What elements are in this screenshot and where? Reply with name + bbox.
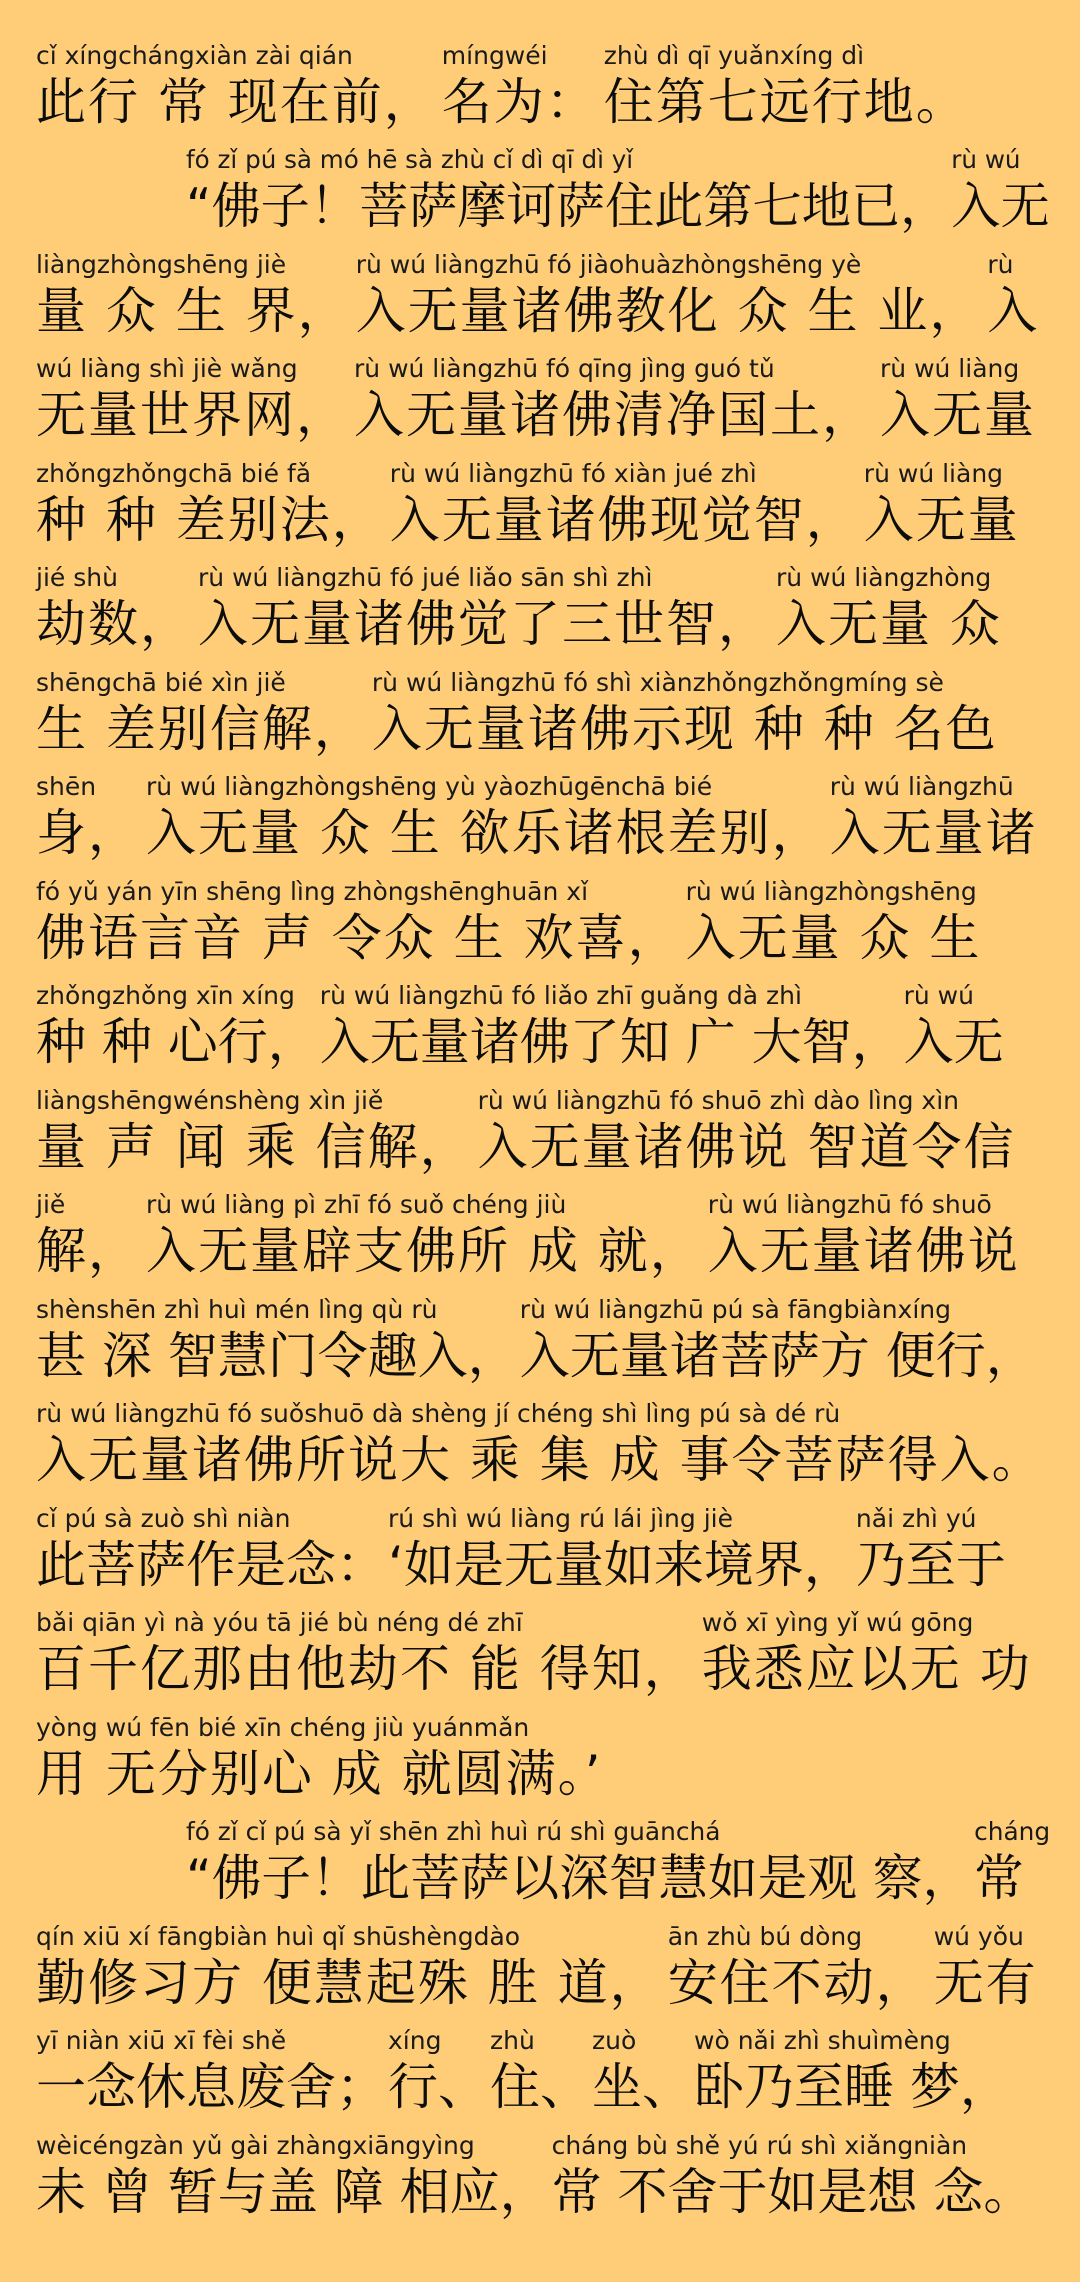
phrase-segment <box>974 1817 1050 1909</box>
pinyin-text: rù wú liàngzhū <box>829 772 1014 801</box>
phrase-segment <box>388 1504 854 1596</box>
hanzi-text: 此行 常 现在前， <box>36 72 436 131</box>
phrase-segment <box>36 1399 1044 1491</box>
pinyin-text: wǒ xī yìng yǐ wú gōng <box>701 1608 974 1637</box>
phrase-segment <box>198 563 770 655</box>
text-line <box>36 237 1050 342</box>
phrase-segment <box>36 1086 472 1178</box>
hanzi-text: 入 <box>987 281 1040 340</box>
text-line <box>36 760 1050 865</box>
hanzi-text: 勤修习方 便慧起殊 胜 道， <box>36 1953 662 2012</box>
pinyin-text: shēn <box>36 772 97 801</box>
pinyin-text: zhù dì qī yuǎnxíng dì <box>603 40 865 70</box>
phrase-segment <box>390 459 858 551</box>
text-line <box>36 864 1050 969</box>
hanzi-text: 入无量诸佛觉了三世智， <box>198 595 770 653</box>
pinyin-text: cǐ pú sà zuò shì niàn <box>36 1503 291 1533</box>
pinyin-text: yòng wú fēn bié xīn chéng jiù yuánmǎn <box>36 1712 530 1742</box>
pinyin-text: nǎi zhì yú <box>855 1503 977 1533</box>
phrase-segment <box>708 1190 1020 1282</box>
pinyin-text: rù wú liàngzhū fó jiàohuàzhòngshēng yè <box>355 249 862 279</box>
hanzi-text: 乃至于 <box>855 1535 1006 1594</box>
phrase-segment <box>36 877 680 969</box>
text-line <box>36 1491 1050 1596</box>
hanzi-text: 劫数， <box>36 595 192 653</box>
hanzi-text: 量 众 生 界， <box>36 281 350 340</box>
pinyin-text: shēngchā bié xìn jiě <box>36 667 286 697</box>
pinyin-text: rù wú liàngzhū fó shuō <box>707 1190 992 1219</box>
text-line <box>36 1073 1050 1178</box>
hanzi-text: 入无量诸佛说 智道令信 <box>477 1117 1016 1176</box>
hanzi-text: 种 种 差别法， <box>36 490 384 549</box>
hanzi-text: 无有 <box>933 1953 1038 2012</box>
pinyin-text: rù <box>987 249 1014 279</box>
phrase-segment <box>520 1295 1036 1387</box>
phrase-segment <box>36 459 384 551</box>
hanzi-text: 入无量诸 <box>829 804 1038 862</box>
pinyin-text: jiě <box>36 1190 66 1219</box>
hanzi-text: 种 种 心行， <box>36 1013 318 1071</box>
pinyin-text: cǐ xíngchángxiàn zài qián <box>36 40 353 70</box>
hanzi-text: 住第七远行地。 <box>603 72 968 131</box>
pinyin-text: rù wú liàng pì zhī fó suǒ chéng jiù <box>146 1190 567 1219</box>
hanzi-text: 入无量 众 生 欲乐诸根差别， <box>146 804 824 862</box>
phrase-segment <box>36 250 350 342</box>
phrase-segment <box>442 41 598 133</box>
phrase-segment <box>478 1086 1016 1178</box>
pinyin-text: zuò <box>592 2026 637 2055</box>
hanzi-text: 生 差别信解， <box>36 699 366 758</box>
hanzi-text: 入无量诸佛教化 众 生 业， <box>355 281 982 340</box>
pinyin-text: wú yǒu <box>933 1921 1024 1951</box>
hanzi-text: 此菩萨作是念： <box>36 1535 386 1594</box>
pinyin-text: rù wú liàngzhū fó xiàn jué zhì <box>389 458 757 488</box>
pinyin-text: jié shù <box>36 563 118 592</box>
hanzi-text: 入无量诸佛清净国土， <box>354 386 874 444</box>
text-line <box>36 1909 1050 2014</box>
phrase-segment <box>668 1922 928 2014</box>
pinyin-text: rú shì wú liàng rú lái jìng jiè <box>388 1503 733 1533</box>
pinyin-text: fó yǔ yán yīn shēng lìng zhòngshēnghuān xǐ <box>36 876 589 906</box>
pinyin-text: zhǒngzhǒng xīn xíng <box>36 981 295 1010</box>
pinyin-text: xíng <box>388 2026 442 2055</box>
pinyin-text: qín xiū xí fāngbiàn huì qǐ shūshèngdào <box>36 1921 521 1951</box>
phrase-segment <box>552 2131 1034 2223</box>
text-line <box>36 1282 1050 1387</box>
hanzi-text: 一念休息废舍； <box>36 2058 386 2116</box>
hanzi-text: 甚 深 智慧门令趣入， <box>36 1326 518 1385</box>
phrase-segment <box>36 1713 603 1805</box>
hanzi-text: 量 声 闻 乘 信解， <box>36 1117 472 1176</box>
phrase-segment <box>36 354 348 446</box>
hanzi-text: “佛子！菩萨摩诃萨住此第七地已， <box>186 177 950 235</box>
phrase-segment <box>36 2026 386 2118</box>
phrase-segment <box>880 354 1036 446</box>
pinyin-text: liàngshēngwénshèng xìn jiě <box>36 1085 384 1115</box>
phrase-segment <box>356 250 982 342</box>
hanzi-text: 入无量 <box>863 490 1020 549</box>
hanzi-text: 无量世界网， <box>36 386 348 444</box>
pinyin-text: wèicéngzàn yǔ gài zhàngxiāngyìng <box>36 2130 475 2160</box>
pinyin-text: rù wú liàngzhū fó suǒshuō dà shèng jí chéng shì lìng pú sà dé rù <box>36 1399 841 1428</box>
phrase-segment <box>354 354 874 446</box>
pinyin-text: rù wú liàngzhòngshēng yù yàozhūgēnchā bié <box>146 772 713 801</box>
phrase-segment <box>36 981 318 1073</box>
text-line <box>36 2118 1050 2223</box>
phrase-segment <box>934 1922 1038 2014</box>
pinyin-text: rù wú <box>951 145 1021 174</box>
pinyin-text: wò nǎi zhì shuìmèng <box>694 2026 951 2055</box>
pinyin-text: rù wú liàngzhū fó liǎo zhī guǎng dà zhì <box>319 981 802 1010</box>
hanzi-text: 入无量诸佛所说大 乘 集 成 事令菩萨得入。 <box>36 1431 1044 1489</box>
hanzi-text: 百千亿那由他劫不 能 得知， <box>36 1640 696 1698</box>
text-line <box>36 655 1050 760</box>
hanzi-text: ‘如是无量如来境界， <box>388 1535 854 1594</box>
phrase-segment <box>146 772 824 864</box>
hanzi-text: “佛子！此菩萨以深智慧如是观 察， <box>186 1849 973 1907</box>
hanzi-text: 安住不动， <box>667 1953 928 2012</box>
phrase-segment <box>776 563 1002 655</box>
phrase-segment <box>904 981 1004 1073</box>
pinyin-text: rù wú liàngzhū fó qīng jìng guó tǔ <box>354 354 775 383</box>
text-line <box>36 1805 1050 1910</box>
phrase-segment <box>856 1504 1006 1596</box>
text-line <box>36 969 1050 1074</box>
phrase-segment <box>36 668 366 760</box>
hanzi-text: 入无量诸佛示现 种 种 名色 <box>371 699 998 758</box>
phrase-segment <box>951 145 1049 237</box>
hanzi-text: 行、 <box>388 2058 488 2116</box>
phrase-segment <box>604 41 968 133</box>
phrase-segment <box>830 772 1038 864</box>
text-line <box>36 2014 1050 2119</box>
hanzi-text: 名为： <box>441 72 598 131</box>
pinyin-text: zhù <box>490 2026 535 2055</box>
hanzi-text: 入无量诸菩萨方 便行， <box>519 1326 1036 1385</box>
pinyin-text: rù wú liàngzhòngshēng <box>685 876 977 906</box>
hanzi-text: 解， <box>36 1222 140 1280</box>
phrase-segment <box>186 1817 972 1909</box>
phrase-segment <box>372 668 998 760</box>
pinyin-text: rù wú liàng <box>880 354 1020 383</box>
hanzi-text: 常 <box>974 1849 1024 1907</box>
phrase-segment <box>36 1295 518 1387</box>
pinyin-text: shènshēn zhì huì mén lìng qù rù <box>36 1294 438 1324</box>
pinyin-text: yī niàn xiū xī fèi shě <box>36 2026 287 2055</box>
phrase-segment <box>36 772 140 864</box>
hanzi-text: 坐、 <box>592 2058 692 2116</box>
text-line <box>36 1387 1050 1492</box>
pinyin-text: rù wú liàngzhū fó jué liǎo sān shì zhì <box>198 563 653 592</box>
hanzi-text: 住、 <box>490 2058 590 2116</box>
hanzi-text: 未 曾 暂与盖 障 相应， <box>36 2162 550 2221</box>
phrase-segment <box>36 1504 386 1596</box>
pinyin-text: rù wú liàngzhū pú sà fāngbiànxíng <box>519 1294 952 1324</box>
phrase-segment <box>987 250 1039 342</box>
hanzi-text: 身， <box>36 804 140 862</box>
pinyin-text: rù wú <box>903 981 974 1010</box>
hanzi-text: 入无 <box>903 1013 1004 1071</box>
pinyin-text: liàngzhòngshēng jiè <box>36 249 287 279</box>
text-line <box>36 446 1050 551</box>
phrase-segment <box>186 145 949 237</box>
pinyin-text: fó zǐ pú sà mó hē sà zhù cǐ dì qī dì yǐ <box>186 145 634 174</box>
phrase-segment <box>694 2026 1010 2118</box>
hanzi-text: 入无量诸佛了知 广 大智， <box>319 1013 902 1071</box>
text-line <box>36 1700 1050 1805</box>
text-line <box>36 133 1050 238</box>
phrase-segment <box>146 1190 702 1282</box>
phrase-segment <box>702 1608 1032 1700</box>
phrase-segment <box>320 981 902 1073</box>
text-line <box>36 1178 1050 1283</box>
hanzi-text: 入无 <box>951 177 1050 235</box>
pinyin-text: fó zǐ cǐ pú sà yǐ shēn zhì huì rú shì guānchá <box>186 1817 721 1846</box>
pinyin-text: bǎi qiān yì nà yóu tā jié bù néng dé zhī <box>36 1608 523 1637</box>
hanzi-text: 常 不舍于如是想 念。 <box>551 2162 1034 2221</box>
phrase-segment <box>864 459 1020 551</box>
hanzi-text: 佛语言音 声 令众 生 欢喜， <box>36 908 680 967</box>
phrase-segment <box>490 2026 590 2118</box>
phrase-segment <box>686 877 982 969</box>
text-line <box>36 28 1050 133</box>
pinyin-text: míngwéi <box>441 40 548 70</box>
hanzi-text: 入无量诸佛现觉智， <box>389 490 858 549</box>
hanzi-text: 入无量 众 <box>776 595 1002 653</box>
hanzi-text: 入无量 众 生 <box>685 908 982 967</box>
pinyin-text: rù wú liàngzhòng <box>776 563 992 592</box>
pinyin-text: rù wú liàngzhū fó shuō zhì dào lìng xìn <box>477 1085 959 1115</box>
pinyin-text: rù wú liàng <box>863 458 1004 488</box>
phrase-segment <box>36 1608 696 1700</box>
pinyin-text: cháng <box>974 1817 1051 1846</box>
phrase-segment <box>36 1190 140 1282</box>
phrase-segment <box>36 41 436 133</box>
hanzi-text: 卧乃至睡 梦， <box>694 2058 1010 2116</box>
text-line <box>36 551 1050 656</box>
text-line <box>36 342 1050 447</box>
pinyin-text: cháng bù shě yú rú shì xiǎngniàn <box>551 2130 968 2160</box>
phrase-segment <box>36 563 192 655</box>
pinyin-text: zhǒngzhǒngchā bié fǎ <box>36 458 312 488</box>
hanzi-text: 入无量辟支佛所 成 就， <box>146 1222 702 1280</box>
pinyin-text: rù wú liàngzhū fó shì xiànzhǒngzhǒngmíng sè <box>371 667 944 697</box>
hanzi-text: 入无量 <box>880 386 1036 444</box>
phrase-segment <box>592 2026 692 2118</box>
pinyin-text: wú liàng shì jiè wǎng <box>36 354 298 383</box>
hanzi-text: 用 无分别心 成 就圆满。’ <box>36 1744 603 1803</box>
hanzi-text: 入无量诸佛说 <box>707 1222 1020 1280</box>
phrase-segment <box>36 2131 550 2223</box>
phrase-segment <box>388 2026 488 2118</box>
text-line <box>36 1596 1050 1701</box>
pinyin-text: ān zhù bú dòng <box>667 1921 863 1951</box>
hanzi-text: 我悉应以无 功 <box>701 1640 1032 1698</box>
phrase-segment <box>36 1922 662 2014</box>
